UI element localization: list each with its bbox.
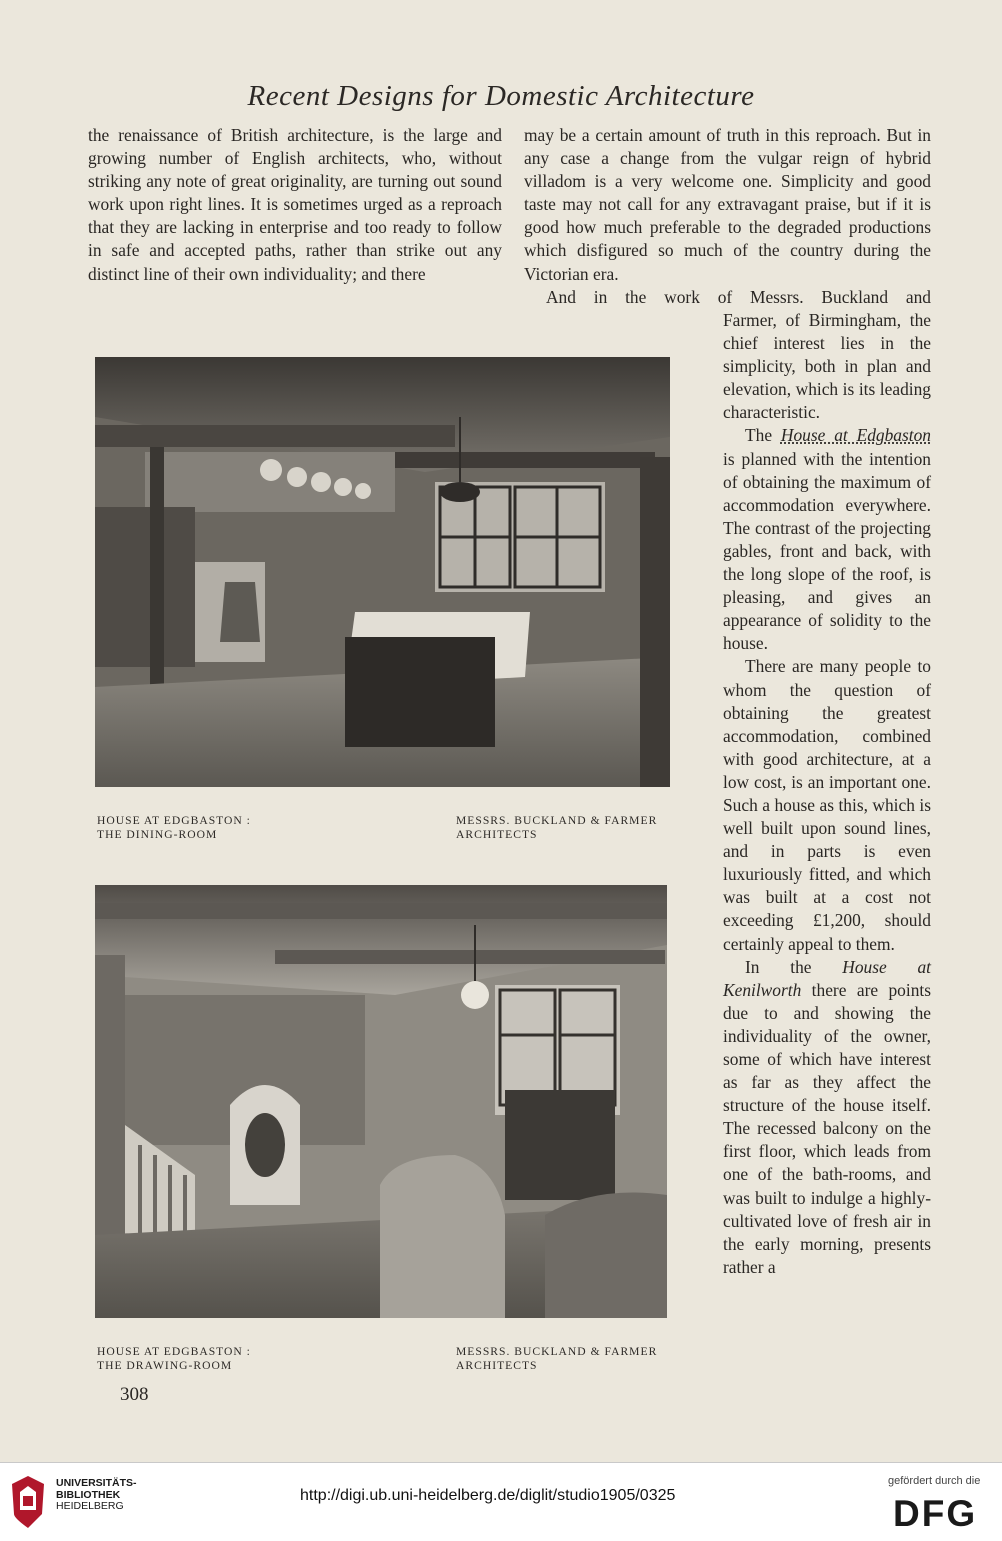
library-name <box>56 1478 137 1513</box>
paragraph-kenilworth-rest: there are points due to and showing the individuality of the owner, some of which have interest as far as they affect the structure of the house itself. The recessed balcony on the first floor, which leads from one of the bath-rooms, and was built to indulge a highly-cultivated love of fresh air in the early morning, presents rather a <box>723 979 931 1277</box>
fig1-caption-architects: ARCHITECTS <box>456 827 538 841</box>
edgbaston-italic: House at Edgbaston <box>780 425 931 446</box>
paragraph-edgbaston-rest: is planned with the intention of obtaining the maximum of accommodation everywhere. The contrast of the projecting gables, front and back, with the long slope of the roof, is pleasing, and gives an appearance of solidity to the house. <box>723 448 931 654</box>
paragraph-kenilworth <box>723 956 931 1279</box>
permalink-url[interactable]: http://digi.ub.uni-heidelberg.de/diglit/studio1905/0325 <box>300 1487 676 1504</box>
paragraph-cost: There are many people to whom the question of obtaining the greatest accommodation, combined with good architecture, at a low cost, is an important one. Such a house as this, which is well built upon sound lines, and in parts is even luxuriously fitted, and which was built at a cost not exceeding £1,200, should certainly appeal to them. <box>723 656 931 954</box>
left-paragraph: the renaissance of British architecture, is the large and growing number of English architects, who, without striking any note of great originality, are turning out sound work upon right lines. It is sometimes urged as a reproach that they are lacking in enterprise and too ready to follow in safe and accepted paths, rather than strike out any distinct line of their own individuality; and there <box>88 125 502 284</box>
fig1-caption-left <box>97 814 251 841</box>
left-column-text <box>88 124 502 286</box>
fig2-caption-right <box>456 1345 657 1372</box>
fig1-caption-house: HOUSE AT EDGBASTON : <box>97 814 251 827</box>
dfg-logo: DFG <box>893 1493 978 1534</box>
university-library-seal-icon <box>8 1474 48 1530</box>
right-paragraph-2-start: And in the work of Messrs. Buckland and <box>546 286 931 307</box>
fig1-caption-room: THE DINING-ROOM <box>97 827 218 841</box>
right-column-narrow-text <box>723 309 931 1279</box>
paragraph-edgbaston <box>723 424 931 655</box>
right-paragraph-1: may be a certain amount of truth in this reproach. But in any case a change from the vulgar reign of hybrid villadom is a very welcome one. Simplicity and good taste may not call for any extravagant praise, but if it is good how much preferable to the degraded productions which disfigured so much of the country during the Victorian era. <box>524 125 931 284</box>
fig2-caption-architects: ARCHITECTS <box>456 1358 538 1372</box>
fig2-caption-house: HOUSE AT EDGBASTON : <box>97 1345 251 1358</box>
fig2-caption-room: THE DRAWING-ROOM <box>97 1358 233 1372</box>
fig2-caption-left <box>97 1345 251 1372</box>
kenilworth-italic: House at Kenilworth <box>723 956 931 1000</box>
funding-note: gefördert durch die <box>888 1475 981 1487</box>
page-title: Recent Designs for Domestic Architecture <box>247 80 755 112</box>
right-column-top-text <box>524 124 931 309</box>
fig1-caption-firm: MESSRS. BUCKLAND & FARMER <box>456 814 658 827</box>
library-name-line-1: UNIVERSITÄTS- <box>56 1477 137 1489</box>
library-name-line-2: BIBLIOTHEK <box>56 1488 121 1501</box>
page-number: 308 <box>120 1384 149 1405</box>
paragraph-edgbaston-prefix: The <box>745 425 781 446</box>
right-paragraph-2-rest: Farmer, of Birmingham, the chief interest lies in the simplicity, both in plan and elevation, which is its leading characteristic. <box>723 310 931 423</box>
library-name-line-3: HEIDELBERG <box>56 1500 124 1512</box>
drawing-room-photo <box>95 885 667 1318</box>
fig2-caption-firm: MESSRS. BUCKLAND & FARMER <box>456 1345 658 1358</box>
dining-room-photo <box>95 357 670 787</box>
paragraph-kenilworth-prefix: In the <box>745 956 843 977</box>
fig1-caption-right <box>456 814 657 841</box>
